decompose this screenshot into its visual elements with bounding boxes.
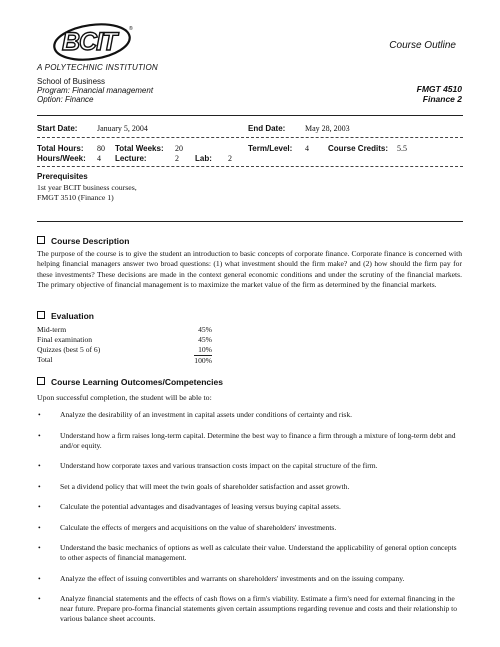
- start-date-label: Start Date:: [37, 124, 78, 133]
- hours-week-value: 4: [97, 154, 101, 163]
- evaluation-table: [37, 325, 212, 366]
- bullet-icon: •: [38, 430, 41, 440]
- list-item: • Calculate the effects of mergers and acquisitions on the value of shareholders' investments.: [38, 522, 337, 532]
- divider: [37, 137, 463, 138]
- prerequisites-heading: Prerequisites: [37, 172, 88, 181]
- prerequisite-line: FMGT 3510 (Finance 1): [37, 193, 114, 202]
- course-description-heading: Course Description: [37, 236, 129, 246]
- list-item: • Set a dividend policy that will meet the twin goals of shareholder satisfaction and asset growth.: [38, 481, 350, 491]
- bcit-logo: [52, 18, 138, 64]
- list-item: • Analyze the effect of issuing convertibles and warrants on shareholders' investments and on the issuing company.: [38, 573, 405, 583]
- bullet-icon: •: [38, 461, 41, 470]
- total-hours-label: Total Hours:: [37, 144, 84, 153]
- term-label: Term/Level:: [248, 144, 293, 153]
- hours-week-label: Hours/Week:: [37, 154, 86, 163]
- credits-label: Course Credits:: [328, 144, 389, 153]
- list-item: • Analyze financial statements and the effects of cash flows on a firm's viability. Estimate a firm's need for external financing in the near future. Prepare pro-forma financial statements given certain assumptions regarding revenue and costs and their relationship to various balance sheet accounts.: [38, 594, 458, 623]
- evaluation-total-row: Total 100%: [37, 355, 212, 365]
- term-value: 4: [305, 144, 309, 153]
- svg-text:®: ®: [129, 26, 133, 32]
- lab-label: Lab:: [195, 154, 212, 163]
- outcomes-list: [37, 410, 463, 635]
- prerequisite-line: 1st year BCIT business courses,: [37, 183, 137, 192]
- evaluation-row: Final examination 45%: [37, 335, 212, 344]
- option-name: Option: Finance: [37, 95, 94, 104]
- divider: [37, 221, 463, 222]
- course-description-text: The purpose of the course is to give the student an introduction to basic concepts of corporate finance. Corporate finance is concerned with helping financial managers answer two broad questions: (1) what investment should the firm make? and (2) how should the firm pay for these investments? These decisions are made in the context general economic conditions and under the scrutiny of the financial markets. The primary objective of financial management is to maximize the market value of the firm as determined by the financial markets.: [37, 249, 462, 290]
- course-code: FMGT 4510: [416, 84, 462, 94]
- lecture-value: 2: [175, 154, 179, 163]
- bullet-icon: •: [38, 594, 41, 603]
- evaluation-row: Quizzes (best 5 of 6) 10%: [37, 345, 212, 354]
- checkbox-icon: [37, 377, 45, 385]
- end-date-value: May 28, 2003: [305, 124, 350, 133]
- checkbox-icon: [37, 311, 45, 319]
- outcomes-intro: Upon successful completion, the student will be able to:: [37, 393, 212, 402]
- evaluation-row: Mid-term 45%: [37, 325, 212, 334]
- bullet-icon: •: [38, 522, 41, 532]
- bullet-icon: •: [38, 502, 41, 511]
- list-item: • Understand how a firm raises long-term capital. Determine the best way to finance a firm through a mixture of long-term debt and and/or equity.: [38, 430, 456, 450]
- list-item: • Calculate the potential advantages and disadvantages of leasing versus buying capital assets.: [38, 502, 341, 511]
- checkbox-icon: [37, 236, 45, 244]
- svg-text:BCIT: BCIT: [62, 28, 117, 56]
- bullet-icon: •: [38, 410, 41, 419]
- list-item: • Understand the basic mechanics of options as well as calculate their value. Understand the applicability of general option concepts to other aspects of financial management.: [38, 543, 457, 562]
- divider: [37, 166, 463, 167]
- lab-value: 2: [228, 154, 232, 163]
- document-type: Course Outline: [389, 40, 456, 51]
- bullet-icon: •: [38, 543, 41, 552]
- lecture-label: Lecture:: [115, 154, 147, 163]
- divider: [37, 115, 463, 116]
- bullet-icon: •: [38, 573, 41, 583]
- end-date-label: End Date:: [248, 124, 286, 133]
- total-weeks-label: Total Weeks:: [115, 144, 164, 153]
- program-name: Program: Financial management: [37, 86, 154, 95]
- start-date-value: January 5, 2004: [97, 124, 148, 133]
- total-hours-value: 80: [97, 144, 105, 153]
- course-name: Finance 2: [422, 94, 462, 104]
- outcomes-heading: Course Learning Outcomes/Competencies: [37, 377, 223, 387]
- list-item: • Analyze the desirability of an investment in capital assets under conditions of certainty and risk.: [38, 410, 353, 419]
- school-name: School of Business: [37, 77, 106, 86]
- credits-value: 5.5: [397, 144, 407, 153]
- institution-tagline: A POLYTECHNIC INSTITUTION: [37, 63, 158, 72]
- list-item: • Understand how corporate taxes and various transaction costs impact on the capital structure of the firm.: [38, 461, 378, 470]
- total-weeks-value: 20: [175, 144, 183, 153]
- bullet-icon: •: [38, 481, 41, 491]
- evaluation-heading: Evaluation: [37, 311, 94, 321]
- course-id-block: [417, 84, 462, 104]
